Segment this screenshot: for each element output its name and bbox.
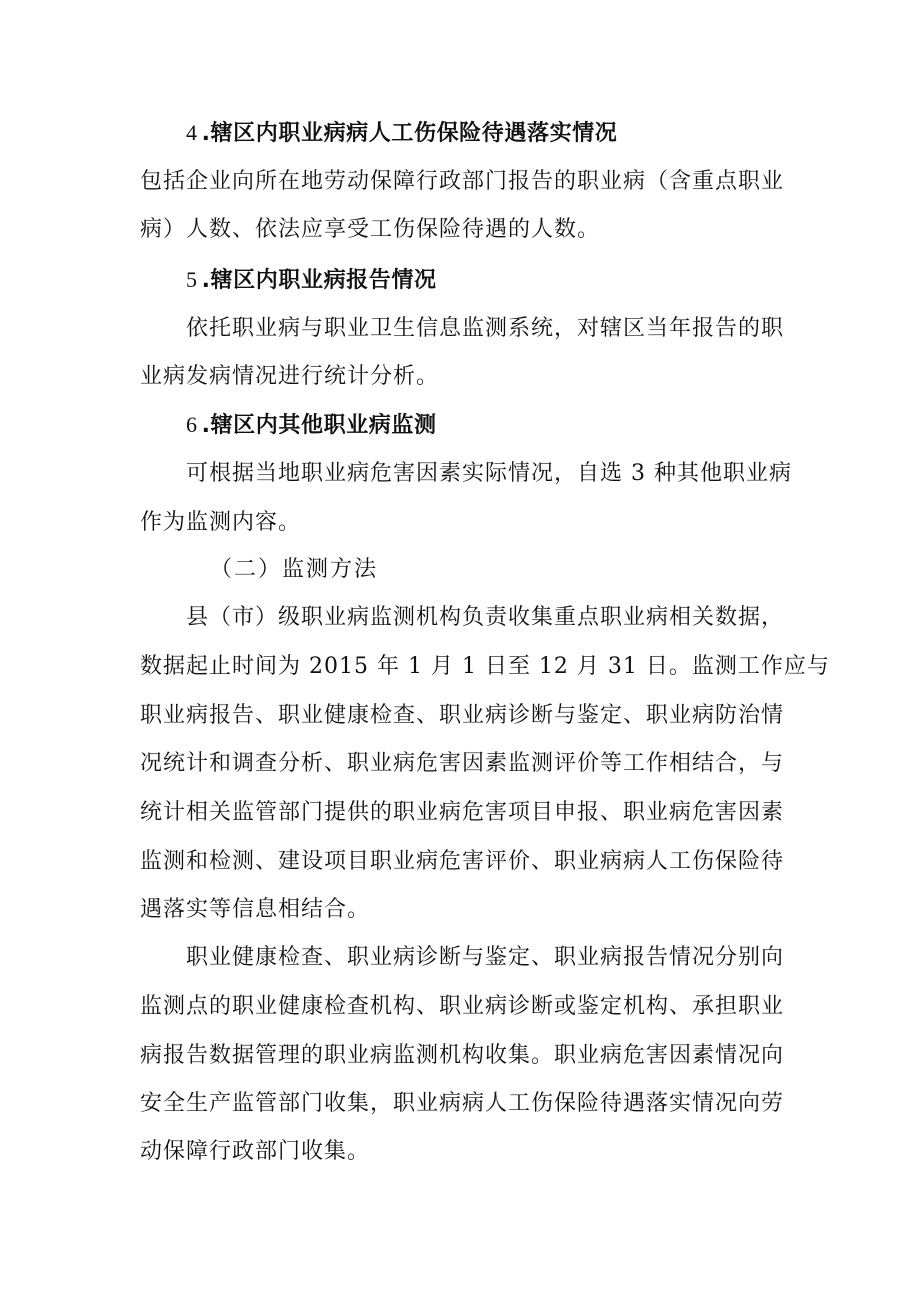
heading-6 xyxy=(186,410,790,441)
paragraph-line: 遇落实等信息相结合。 xyxy=(140,897,371,922)
paragraph-line: 业病发病情况进行统计分析。 xyxy=(140,364,440,389)
paragraph-line: 包括企业向所在地劳动保障行政部门报告的职业病（含重点职业 xyxy=(140,169,785,194)
heading-number: 6 xyxy=(186,412,198,437)
heading-text: .辖区内职业病报告情况 xyxy=(201,268,437,293)
heading-4 xyxy=(186,118,790,149)
paragraph-line: 监测点的职业健康检查机构、职业病诊断或鉴定机构、承担职业 xyxy=(140,994,785,1019)
paragraph-line: 作为监测内容。 xyxy=(140,510,302,535)
heading-number: 4 xyxy=(186,120,198,145)
paragraph-line: 动保障行政部门收集。 xyxy=(140,1139,371,1164)
paragraph-line: 可根据当地职业病危害因素实际情况，自选 3 种其他职业病 xyxy=(186,461,792,486)
paragraph-line: 病）人数、依法应享受工伤保险待遇的人数。 xyxy=(140,217,601,242)
heading-number: 5 xyxy=(186,267,198,292)
paragraph-line: 病报告数据管理的职业病监测机构收集。职业病危害因素情况向 xyxy=(140,1043,785,1068)
heading-5 xyxy=(186,265,790,296)
paragraph-line: 统计相关监管部门提供的职业病危害项目申报、职业病危害因素 xyxy=(140,800,785,825)
paragraph-line: 职业病报告、职业健康检查、职业病诊断与鉴定、职业病防治情 xyxy=(140,703,785,728)
paragraph-line: 职业健康检查、职业病诊断与鉴定、职业病报告情况分别向 xyxy=(186,945,785,970)
paragraph-line: 监测和检测、建设项目职业病危害评价、职业病病人工伤保险待 xyxy=(140,849,785,874)
heading-text: .辖区内职业病病人工伤保险待遇落实情况 xyxy=(201,121,618,146)
paragraph-line: 县（市）级职业病监测机构负责收集重点职业病相关数据， xyxy=(186,605,785,630)
paragraph-line: 安全生产监管部门收集，职业病病人工伤保险待遇落实情况向劳 xyxy=(140,1091,785,1116)
heading-text: .辖区内其他职业病监测 xyxy=(201,413,437,438)
section-title: （二）监测方法 xyxy=(210,557,379,582)
paragraph-line: 依托职业病与职业卫生信息监测系统，对辖区当年报告的职 xyxy=(186,316,785,341)
paragraph-line: 数据起止时间为 2015 年 1 月 1 日至 12 月 31 日。监测工作应与 xyxy=(140,654,830,679)
paragraph-line: 况统计和调查分析、职业病危害因素监测评价等工作相结合，与 xyxy=(140,751,785,776)
